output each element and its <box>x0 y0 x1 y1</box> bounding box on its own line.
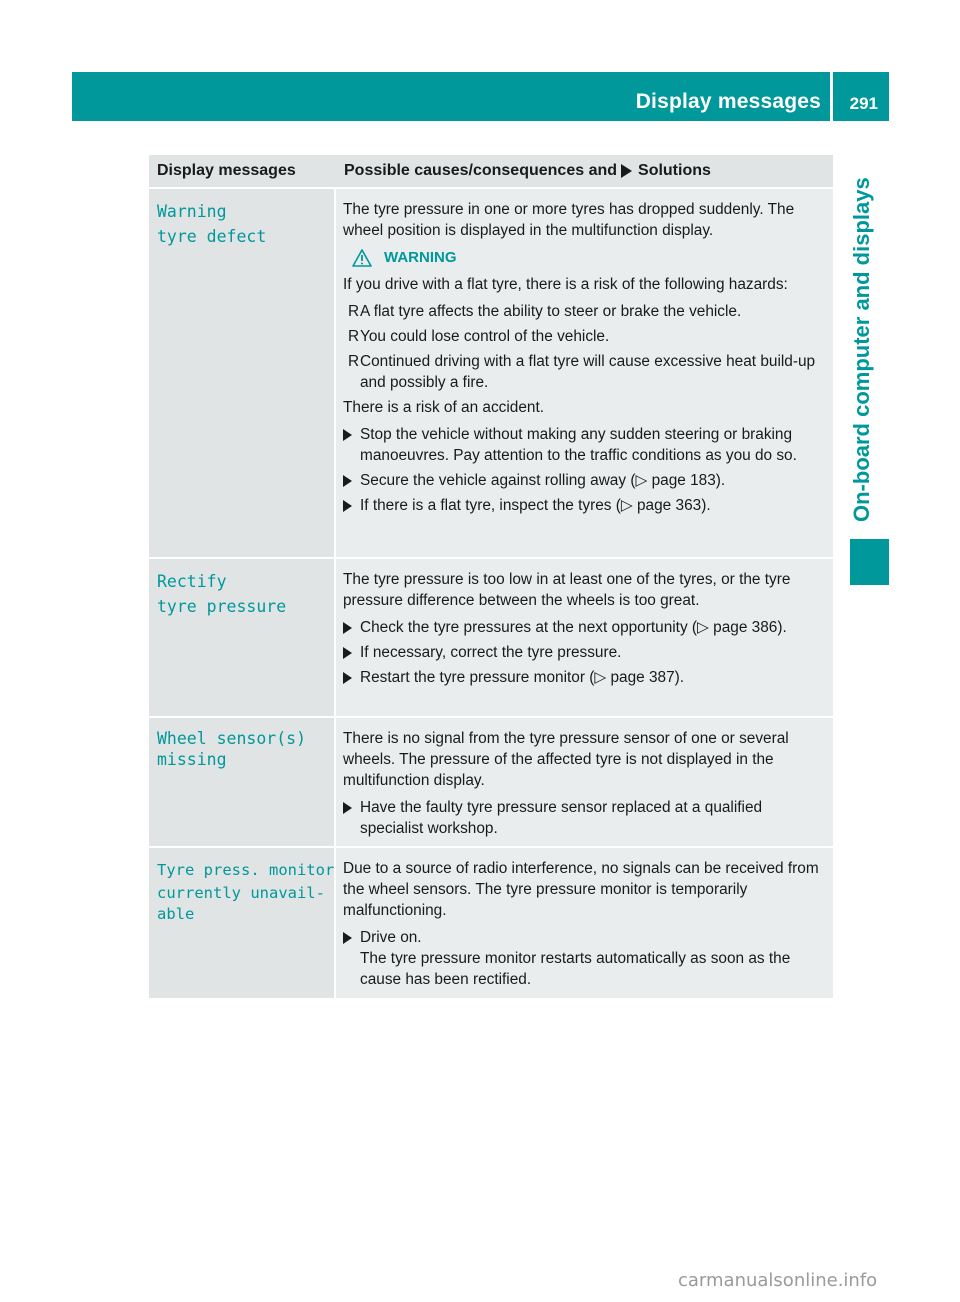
display-message-cell <box>149 189 336 557</box>
column-header-solutions-label: Solutions <box>638 162 711 179</box>
instruction-step: Restart the tyre pressure monitor (▷ page 387). <box>343 667 827 688</box>
display-message-line: tyre pressure <box>157 597 287 616</box>
list-item: R A flat tyre affects the ability to steer or brake the vehicle. <box>348 303 742 320</box>
solution-cell <box>336 189 833 557</box>
solution-cell <box>336 559 833 716</box>
display-message-line: tyre defect <box>157 227 267 246</box>
display-message-line: Tyre press. monitor <box>157 861 335 879</box>
cause-text: Due to a source of radio interference, no signals can be received from the wheel sensors. The tyre pressure monitor is temporarily malfunctioning. <box>343 860 819 919</box>
cause-text: There is no signal from the tyre pressure sensor of one or several wheels. The pressure of the affected tyre is not displayed in the multifunction display. <box>343 730 789 789</box>
side-tab-label: On-board computer and displays <box>849 177 874 523</box>
instruction-step: If there is a flat tyre, inspect the tyres (▷ page 363). <box>343 495 827 516</box>
risk-text: There is a risk of an accident. <box>343 399 545 416</box>
display-message-line: Warning <box>157 202 227 221</box>
display-message-line: Rectify <box>157 572 227 591</box>
instruction-step-result: The tyre pressure monitor restarts automatically as soon as the cause has been rectified. <box>360 950 791 988</box>
warning-heading <box>343 247 827 268</box>
solution-cell <box>336 718 833 846</box>
list-item: R You could lose control of the vehicle. <box>348 328 610 345</box>
display-message-cell <box>149 559 336 716</box>
warning-triangle-icon <box>352 249 372 267</box>
messages-table <box>149 155 833 998</box>
table-row <box>149 718 833 848</box>
display-message-line: able <box>157 905 195 923</box>
page-number: 291 <box>849 94 878 113</box>
display-message-cell <box>149 718 336 846</box>
instruction-step: Check the tyre pressures at the next opportunity (▷ page 386). <box>343 617 827 638</box>
table-row <box>149 848 833 998</box>
cause-text: The tyre pressure is too low in at least one of the tyres, or the tyre pressure difference between the wheels is too great. <box>343 571 791 609</box>
solution-cell <box>336 848 833 998</box>
instruction-step: Drive on. <box>343 927 827 948</box>
list-item: R Continued driving with a flat tyre will cause excessive heat build-up and possibly a fire. <box>348 353 816 391</box>
table-row <box>149 189 833 559</box>
instruction-step: If necessary, correct the tyre pressure. <box>343 642 827 663</box>
table-header <box>149 155 833 189</box>
column-header-causes: Possible causes/consequences and <box>344 162 618 179</box>
display-message-line: missing <box>157 750 227 769</box>
table-row <box>149 559 833 718</box>
warning-label: WARNING <box>384 249 457 266</box>
page-header <box>72 72 889 121</box>
display-message-line: currently unavail‐ <box>157 884 325 902</box>
column-header-solutions <box>336 162 833 180</box>
cause-text: The tyre pressure in one or more tyres has dropped suddenly. The wheel position is displayed in the multifunction display. <box>343 201 795 239</box>
display-message-line: Wheel sensor(s) <box>157 729 307 748</box>
instruction-step: Secure the vehicle against rolling away (▷ page 183). <box>343 470 827 491</box>
instruction-step: Have the faulty tyre pressure sensor replaced at a qualified specialist workshop. <box>343 797 827 839</box>
column-header-display-messages: Display messages <box>157 162 296 179</box>
header-title: Display messages <box>635 90 821 113</box>
display-message-cell <box>149 848 336 998</box>
hazard-intro: If you drive with a flat tyre, there is a risk of the following hazards: <box>343 276 788 293</box>
side-tab-marker <box>850 539 889 585</box>
arrow-right-icon <box>621 164 632 178</box>
watermark: carmanualsonline.info <box>678 1270 878 1291</box>
header-divider <box>830 72 833 121</box>
instruction-step: Stop the vehicle without making any sudden steering or braking manoeuvres. Pay attention to the traffic conditions as you do so. <box>343 424 827 466</box>
